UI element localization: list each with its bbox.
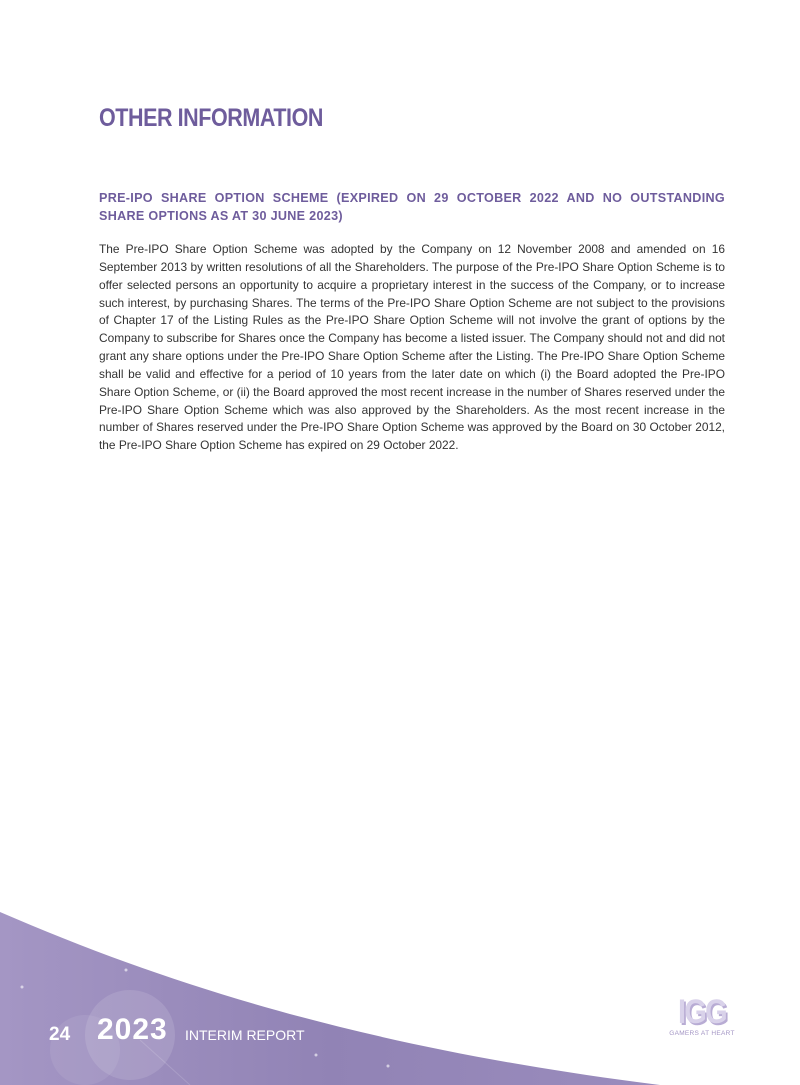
igg-logo [662,994,742,1037]
section-heading: PRE-IPO SHARE OPTION SCHEME (EXPIRED ON 29 OCTOBER 2022 AND NO OUTSTANDING SHARE OPTIONS AS AT 30 JUNE 2023) [99,191,725,223]
logo-tagline: GAMERS AT HEART [669,1030,735,1037]
report-label: INTERIM REPORT [185,1027,305,1043]
report-year: 2023 [97,1013,168,1046]
page-number: 24 [49,1024,71,1045]
page-title: OTHER INFORMATION [99,104,324,132]
logo-mark: IGG [678,993,726,1031]
section-body: The Pre-IPO Share Option Scheme was adopted by the Company on 12 November 2008 and amended on 16 September 2013 by written resolutions of all the Shareholders. The purpose of the Pre-IPO Share Option Scheme is to offer selected persons an opportunity to acquire a proprietary interest in the success of the Company, or to increase such interest, by purchasing Shares. The terms of the Pre-IPO Share Option Scheme are not subject to the provisions of Chapter 17 of the Listing Rules as the Pre-IPO Share Option Scheme will not involve the grant of options by the Company to subscribe for Shares once the Company has become a listed issuer. The Company should not and did not grant any share options under the Pre-IPO Share Option Scheme after the Listing. The Pre-IPO Share Option Scheme shall be valid and effective for a period of 10 years from the later date on which (i) the Board adopted the Pre-IPO Share Option Scheme, or (ii) the Board approved the most recent increase in the number of Shares reserved under the Pre-IPO Share Option Scheme which was also approved by the Shareholders. As the most recent increase in the number of Shares reserved under the Pre-IPO Share Option Scheme was approved by the Board on 30 October 2012, the Pre-IPO Share Option Scheme has expired on 29 October 2022. [99,242,725,453]
